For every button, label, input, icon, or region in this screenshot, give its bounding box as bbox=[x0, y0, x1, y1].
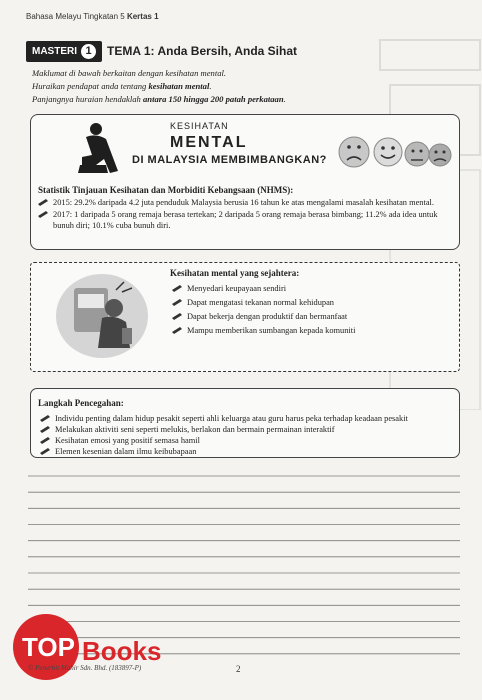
list-item: Melakukan aktiviti seni seperti melukis, berlakon dan bermain permainan interaktif bbox=[40, 424, 456, 435]
pencil-bullet-icon bbox=[172, 284, 183, 292]
svg-text:TOP: TOP bbox=[22, 632, 75, 662]
pencil-bullet-icon bbox=[172, 312, 183, 320]
masteri-label: MASTERI bbox=[32, 45, 77, 57]
list-item: 2017: 1 daripada 5 orang remaja berasa tertekan; 2 daripada 5 orang remaja berasa bimbang; 11.2% ada idea untuk bunuh diri; 10.1% cuba bunuh diri. bbox=[38, 209, 450, 231]
page-number: 2 bbox=[236, 664, 241, 674]
prevention-title: Langkah Pencegahan: bbox=[38, 398, 124, 408]
pencil-bullet-icon bbox=[40, 447, 51, 455]
theme-title: TEMA 1: Anda Bersih, Anda Sihat bbox=[107, 44, 298, 58]
pencil-bullet-icon bbox=[40, 436, 51, 444]
mental-health-list bbox=[172, 283, 452, 339]
list-item: 2015: 29.2% daripada 4.2 juta penduduk Malaysia berusia 16 tahun ke atas mengalami masalah kesihatan mental. bbox=[38, 197, 450, 208]
banner-question: DI MALAYSIA MEMBIMBANGKAN? bbox=[132, 154, 327, 166]
list-item: Dapat bekerja dengan produktif dan bermanfaat bbox=[172, 311, 452, 322]
masteri-number: 1 bbox=[81, 44, 96, 59]
instruction-line-3: Panjangnya huraian hendaklah antara 150 hingga 200 patah perkataan. bbox=[32, 94, 286, 104]
pencil-bullet-icon bbox=[40, 414, 51, 422]
pencil-bullet-icon bbox=[172, 298, 183, 306]
list-item: Kesihatan emosi yang positif semasa hamil bbox=[40, 435, 456, 446]
pencil-bullet-icon bbox=[172, 326, 183, 334]
list-item: Menyedari keupayaan sendiri bbox=[172, 283, 452, 294]
mental-health-illustration bbox=[52, 268, 158, 362]
publisher-footer: © Penerbit Mahir Sdn. Bhd. (183897-P) bbox=[28, 664, 142, 672]
statistics-list bbox=[38, 197, 450, 232]
list-item: Mampu memberikan sumbangan kepada komuniti bbox=[172, 325, 452, 336]
banner-title: MENTAL bbox=[170, 134, 248, 151]
masteri-title bbox=[26, 42, 297, 60]
sad-person-icon bbox=[72, 121, 128, 177]
pencil-bullet-icon bbox=[38, 210, 49, 218]
mental-health-title: Kesihatan mental yang sejahtera: bbox=[170, 268, 300, 278]
statistics-title: Statistik Tinjauan Kesihatan dan Morbiditi Kebangsaan (NHMS): bbox=[38, 185, 294, 195]
prevention-list bbox=[40, 413, 456, 457]
instruction-line-1: Maklumat di bawah berkaitan dengan kesihatan mental. bbox=[32, 68, 227, 78]
list-item: Elemen kesenian dalam ilmu keibubapaan bbox=[40, 446, 456, 457]
running-header: Bahasa Melayu Tingkatan 5 Kertas 1 bbox=[26, 12, 159, 21]
instruction-line-2: Huraikan pendapat anda tentang kesihatan mental. bbox=[32, 81, 212, 91]
svg-text:Books: Books bbox=[82, 636, 162, 666]
banner-subtitle: KESIHATAN bbox=[170, 121, 229, 131]
instructions bbox=[32, 67, 372, 106]
emoji-faces-icon bbox=[338, 128, 454, 176]
list-item: Individu penting dalam hidup pesakit seperti ahli keluarga atau guru harus peka terhadap keadaan pesakit bbox=[40, 413, 456, 424]
list-item: Dapat mengatasi tekanan normal kehidupan bbox=[172, 297, 452, 308]
pencil-bullet-icon bbox=[40, 425, 51, 433]
masteri-badge bbox=[26, 41, 102, 62]
pencil-bullet-icon bbox=[38, 198, 49, 206]
